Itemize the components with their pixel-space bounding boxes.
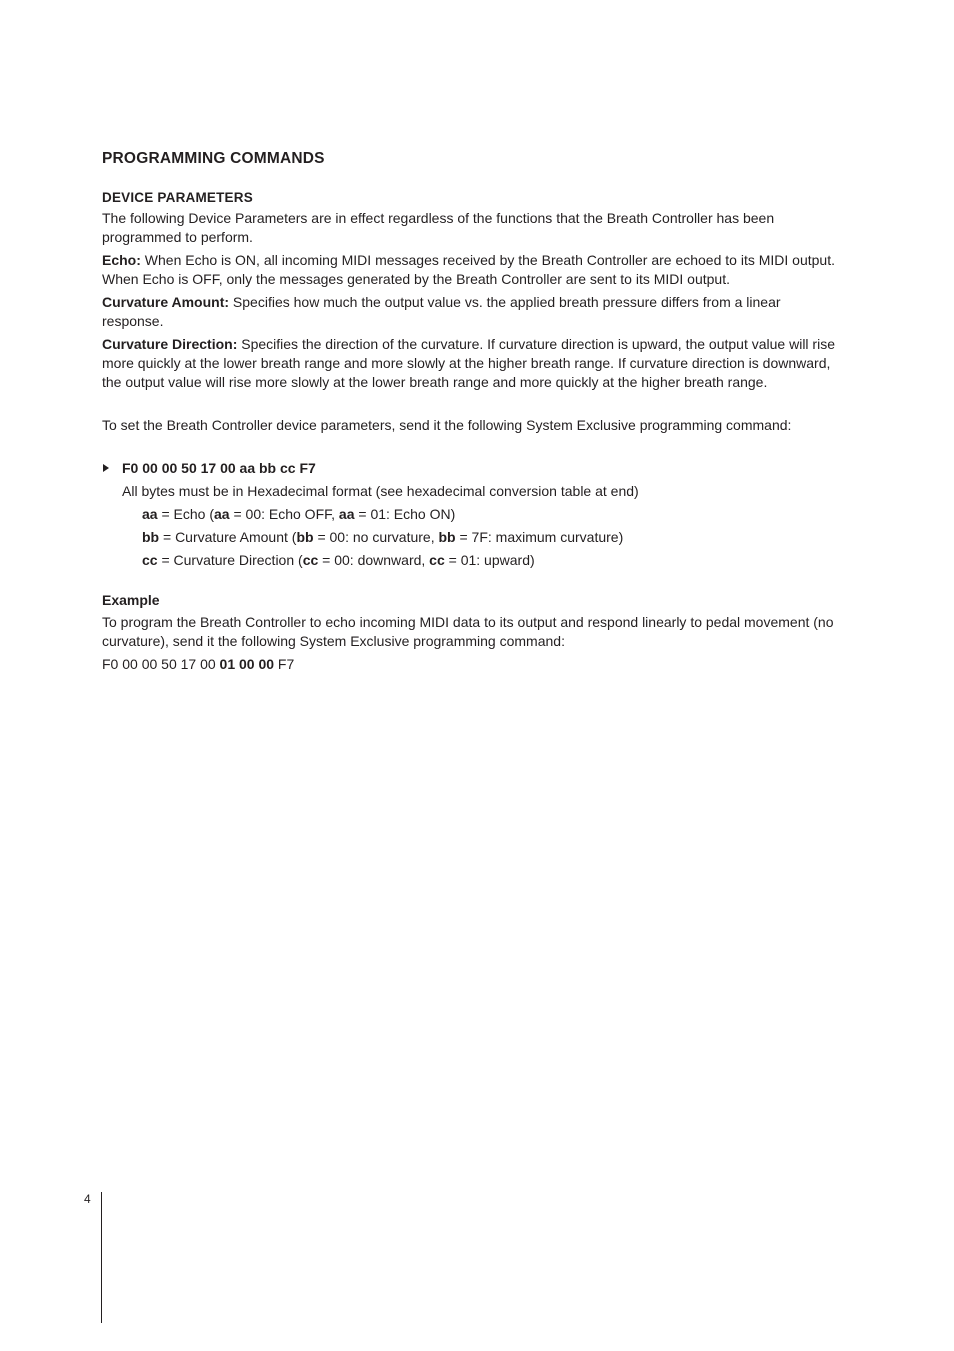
hex-note: All bytes must be in Hexadecimal format (see hexadecimal conversion table at end) <box>122 483 639 499</box>
triangle-bullet-icon <box>103 464 109 472</box>
example-cmd-suffix: F7 <box>274 656 295 672</box>
byte-text: = 7F: maximum curvature) <box>455 529 624 545</box>
example-cmd-bold: 01 00 00 <box>219 656 275 672</box>
byte-text: = 01: upward) <box>444 552 535 568</box>
intro-paragraph: The following Device Parameters are in effect regardless of the functions that the Breath Controller has been programmed to perform. <box>102 210 775 245</box>
command-bullet <box>102 459 837 478</box>
byte-key: cc <box>302 552 319 568</box>
byte-key: cc <box>142 552 158 568</box>
byte-key: bb <box>142 529 160 545</box>
byte-text: = 01: Echo ON) <box>354 506 456 522</box>
page-content <box>102 150 837 678</box>
param-echo <box>102 251 837 289</box>
byte-text: = 00: Echo OFF, <box>229 506 339 522</box>
byte-text: = Curvature Amount ( <box>159 529 297 545</box>
param-term: Echo: <box>102 252 141 268</box>
byte-key: bb <box>438 529 456 545</box>
set-instruction: To set the Breath Controller device parameters, send it the following System Exclusive programming command: <box>102 417 792 433</box>
example-heading: Example <box>102 592 160 608</box>
byte-text: = Echo ( <box>157 506 214 522</box>
byte-key: aa <box>142 506 158 522</box>
param-term: Curvature Amount: <box>102 294 230 310</box>
param-curvature-direction <box>102 335 837 392</box>
byte-text: = 00: no curvature, <box>313 529 439 545</box>
example-text: To program the Breath Controller to echo incoming MIDI data to its output and respond linearly to pedal movement (no curvature), send it the following System Exclusive programming command: <box>102 614 834 649</box>
page-number: 4 <box>84 1192 91 1206</box>
byte-key: cc <box>429 552 445 568</box>
margin-rule <box>101 1192 102 1323</box>
byte-key: bb <box>296 529 314 545</box>
byte-text: = Curvature Direction ( <box>157 552 303 568</box>
section-heading: PROGRAMMING COMMANDS <box>102 150 325 167</box>
byte-key: aa <box>338 506 355 522</box>
param-term: Curvature Direction: <box>102 336 238 352</box>
subsection-heading: DEVICE PARAMETERS <box>102 190 253 205</box>
sysex-command: F0 00 00 50 17 00 aa bb cc F7 <box>122 460 316 476</box>
param-desc: Specifies the direction of the curvature. If curvature direction is upward, the output value will rise more quickly at the lower breath range and more slowly at the higher breath range. If curvature direction is downward, the output value will rise more slowly at the lower breath range and more quickly at the higher breath range. <box>102 336 835 390</box>
example-cmd-prefix: F0 00 00 50 17 00 <box>102 656 220 672</box>
byte-bb <box>102 528 837 547</box>
param-desc: Specifies how much the output value vs. the applied breath pressure differs from a linear response. <box>102 294 781 329</box>
param-desc: When Echo is ON, all incoming MIDI messages received by the Breath Controller are echoed to its MIDI output. When Echo is OFF, only the messages generated by the Breath Controller are sent to its MIDI output. <box>102 252 835 287</box>
byte-key: aa <box>214 506 230 522</box>
byte-cc <box>102 551 837 570</box>
example-command <box>102 655 837 674</box>
byte-aa <box>102 505 837 524</box>
param-curvature-amount <box>102 293 837 331</box>
byte-text: = 00: downward, <box>318 552 430 568</box>
